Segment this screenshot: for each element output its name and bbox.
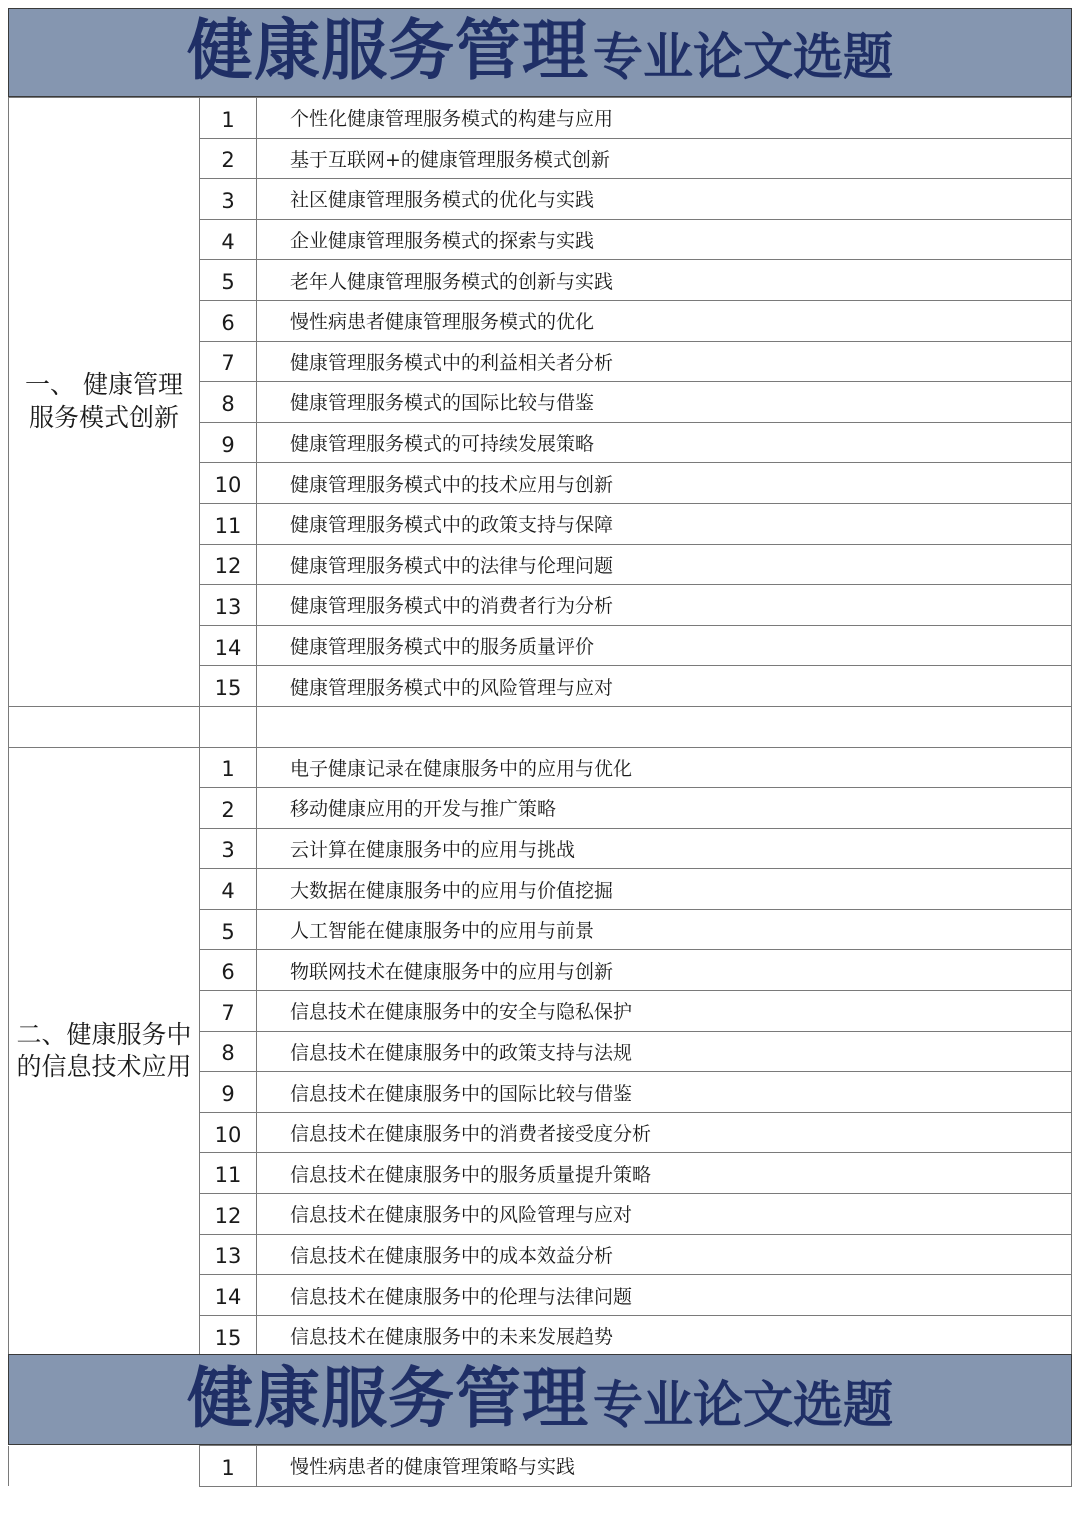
topic-number: 3 <box>200 179 257 220</box>
title-main: 健康服务管理 <box>187 12 589 89</box>
topic-title: 信息技术在健康服务中的成本效益分析 <box>257 1234 1072 1275</box>
title-sub: 专业论文选题 <box>593 28 893 86</box>
topic-title: 移动健康应用的开发与推广策略 <box>257 788 1072 829</box>
topic-title: 老年人健康管理服务模式的创新与实践 <box>257 260 1072 301</box>
topic-number: 14 <box>200 1275 257 1316</box>
topic-number: 1 <box>200 98 257 139</box>
topic-number: 2 <box>200 138 257 179</box>
topic-title: 人工智能在健康服务中的应用与前景 <box>257 909 1072 950</box>
topic-title: 信息技术在健康服务中的伦理与法律问题 <box>257 1275 1072 1316</box>
topic-title: 物联网技术在健康服务中的应用与创新 <box>257 950 1072 991</box>
topic-title: 信息技术在健康服务中的服务质量提升策略 <box>257 1153 1072 1194</box>
topics-table <box>8 97 1072 1356</box>
topic-number: 7 <box>200 991 257 1032</box>
category-cell <box>9 1446 200 1487</box>
topic-number: 9 <box>200 1072 257 1113</box>
empty-cell <box>9 706 200 747</box>
category-cell <box>9 747 200 1356</box>
topic-number: 4 <box>200 219 257 260</box>
topic-title: 健康管理服务模式中的法律与伦理问题 <box>257 544 1072 585</box>
topic-title: 企业健康管理服务模式的探索与实践 <box>257 219 1072 260</box>
topic-title: 信息技术在健康服务中的消费者接受度分析 <box>257 1112 1072 1153</box>
topic-number: 11 <box>200 503 257 544</box>
topic-title: 健康管理服务模式的可持续发展策略 <box>257 422 1072 463</box>
topic-title: 慢性病患者的健康管理策略与实践 <box>257 1446 1072 1487</box>
topic-number: 8 <box>200 1031 257 1072</box>
topic-number: 5 <box>200 909 257 950</box>
table-row <box>9 1446 1072 1487</box>
topic-title: 电子健康记录在健康服务中的应用与优化 <box>257 747 1072 788</box>
topic-number: 6 <box>200 300 257 341</box>
topic-title: 信息技术在健康服务中的国际比较与借鉴 <box>257 1072 1072 1113</box>
topic-number: 1 <box>200 1446 257 1487</box>
topic-title: 信息技术在健康服务中的未来发展趋势 <box>257 1315 1072 1356</box>
topic-title: 慢性病患者健康管理服务模式的优化 <box>257 300 1072 341</box>
page-title-banner-2 <box>8 1354 1072 1445</box>
topic-number: 12 <box>200 1194 257 1235</box>
topic-title: 健康管理服务模式中的风险管理与应对 <box>257 666 1072 707</box>
topic-title: 个性化健康管理服务模式的构建与应用 <box>257 98 1072 139</box>
topic-number: 8 <box>200 382 257 423</box>
topic-number: 13 <box>200 585 257 626</box>
spacer-row <box>9 706 1072 747</box>
title-main-2: 健康服务管理 <box>187 1360 589 1437</box>
topic-number: 3 <box>200 828 257 869</box>
topic-title: 云计算在健康服务中的应用与挑战 <box>257 828 1072 869</box>
topic-number: 11 <box>200 1153 257 1194</box>
topic-number: 15 <box>200 666 257 707</box>
topic-title: 健康管理服务模式的国际比较与借鉴 <box>257 382 1072 423</box>
topic-title: 社区健康管理服务模式的优化与实践 <box>257 179 1072 220</box>
topic-number: 7 <box>200 341 257 382</box>
topic-number: 1 <box>200 747 257 788</box>
topic-title: 信息技术在健康服务中的政策支持与法规 <box>257 1031 1072 1072</box>
topic-title: 信息技术在健康服务中的安全与隐私保护 <box>257 991 1072 1032</box>
topic-number: 4 <box>200 869 257 910</box>
category-label-line: 的信息技术应用 <box>16 1052 192 1082</box>
topic-title: 健康管理服务模式中的技术应用与创新 <box>257 463 1072 504</box>
topic-number: 9 <box>200 422 257 463</box>
topic-title: 健康管理服务模式中的政策支持与保障 <box>257 503 1072 544</box>
category-label-line: 服务模式创新 <box>28 402 179 432</box>
table-row <box>9 747 1072 788</box>
topic-number: 10 <box>200 463 257 504</box>
topic-number: 13 <box>200 1234 257 1275</box>
topic-title: 健康管理服务模式中的利益相关者分析 <box>257 341 1072 382</box>
topic-number: 6 <box>200 950 257 991</box>
title-sub-2: 专业论文选题 <box>593 1376 893 1434</box>
topic-number: 10 <box>200 1112 257 1153</box>
topic-title: 信息技术在健康服务中的风险管理与应对 <box>257 1194 1072 1235</box>
category-cell <box>9 98 200 707</box>
topic-number: 12 <box>200 544 257 585</box>
empty-cell <box>200 706 257 747</box>
topic-title: 基于互联网+的健康管理服务模式创新 <box>257 138 1072 179</box>
topics-table-next <box>8 1445 1072 1487</box>
category-label-line: 二、健康服务中 <box>16 1019 192 1049</box>
topic-number: 14 <box>200 625 257 666</box>
topic-title: 健康管理服务模式中的服务质量评价 <box>257 625 1072 666</box>
empty-cell <box>257 706 1072 747</box>
table-row <box>9 98 1072 139</box>
topic-number: 2 <box>200 788 257 829</box>
page-title-banner <box>8 8 1072 97</box>
topic-number: 15 <box>200 1315 257 1356</box>
topic-title: 健康管理服务模式中的消费者行为分析 <box>257 585 1072 626</box>
topic-title: 大数据在健康服务中的应用与价值挖掘 <box>257 869 1072 910</box>
category-label-line: 一、 健康管理 <box>25 370 183 400</box>
topic-number: 5 <box>200 260 257 301</box>
